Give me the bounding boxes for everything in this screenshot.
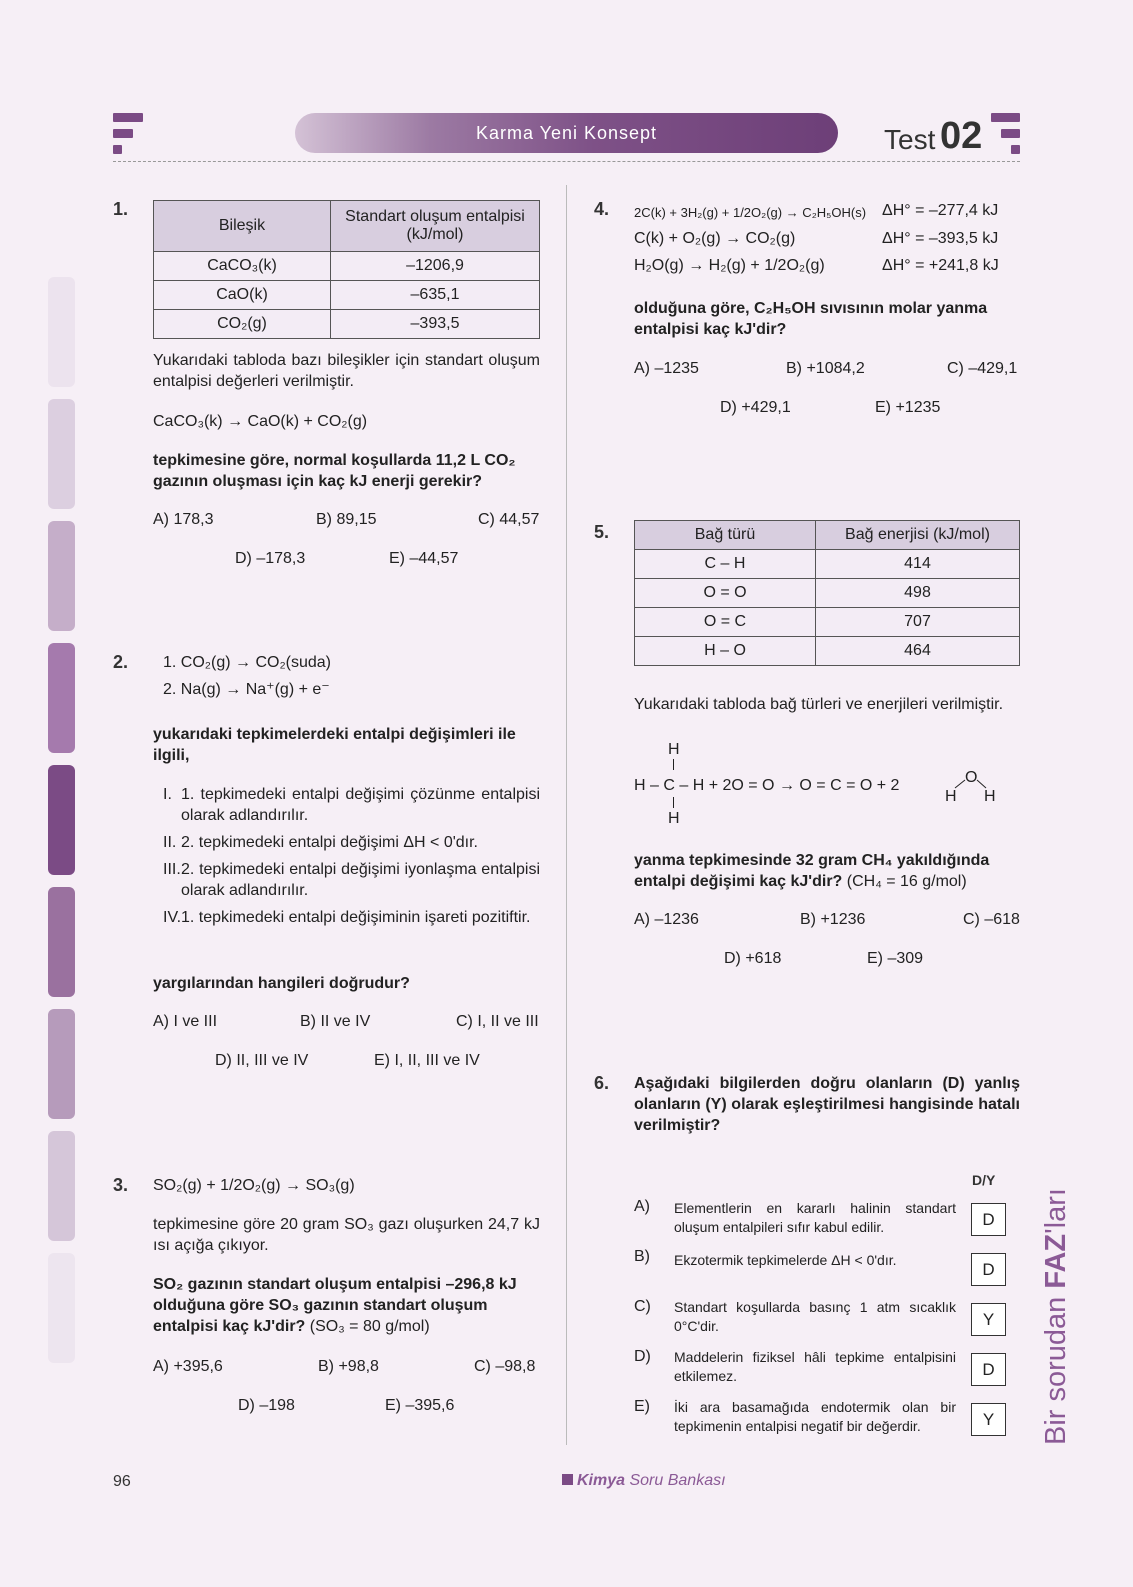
question-intro: Yukarıdaki tabloda bağ türleri ve enerjileri verilmiştir. bbox=[634, 696, 1004, 713]
energy-cell: 707 bbox=[816, 608, 1020, 637]
bond-cell: C – H bbox=[635, 550, 816, 579]
option-e[interactable]: E) I, II, III ve IV bbox=[374, 1052, 480, 1069]
statement-4: 1. tepkimedeki entalpi değişiminin işareti pozitiftir. bbox=[181, 909, 531, 926]
question-number: 1. bbox=[113, 199, 129, 219]
equation-3: H₂O(g) → H₂(g) + 1/2O₂(g) bbox=[634, 257, 825, 274]
option-b[interactable]: B) +98,8 bbox=[318, 1358, 379, 1375]
page-number: 96 bbox=[113, 1473, 131, 1490]
option-e[interactable]: E) +1235 bbox=[875, 399, 941, 416]
table-row bbox=[635, 608, 1020, 637]
statement-2: 2. tepkimedeki entalpi değişimi ΔH < 0'dır. bbox=[181, 834, 478, 851]
reaction-equation: SO₂(g) + 1/2O₂(g) → SO₃(g) bbox=[153, 1177, 355, 1194]
option-d[interactable]: D) +618 bbox=[724, 950, 782, 967]
molar-mass-hint: (SO₃ = 80 g/mol) bbox=[309, 1318, 430, 1335]
methane-h-bottom: H bbox=[668, 810, 680, 827]
equation-2: C(k) + O₂(g) → CO₂(g) bbox=[634, 230, 796, 247]
compound-cell: CO₂(g) bbox=[154, 310, 331, 339]
option-a[interactable]: A) –1235 bbox=[634, 360, 699, 377]
equation-1: 2C(k) + 3H₂(g) + 1/2O₂(g) → C₂H₅OH(s) bbox=[634, 205, 867, 220]
energy-cell: 464 bbox=[816, 637, 1020, 666]
question-text: yukarıdaki tepkimelerdeki entalpi değişimleri ile ilgili, bbox=[153, 726, 516, 764]
table-header: Bağ enerjisi (kJ/mol) bbox=[816, 521, 1020, 550]
statement-number: I. bbox=[163, 786, 172, 803]
test-number: 02 bbox=[940, 115, 983, 157]
enthalpy-2: ΔH° = –393,5 kJ bbox=[882, 230, 999, 247]
table-row bbox=[635, 579, 1020, 608]
statement-number: II. bbox=[163, 834, 177, 851]
option-d[interactable]: D) –198 bbox=[238, 1397, 295, 1414]
water-o: O bbox=[965, 769, 978, 786]
statement-1: 1. tepkimedeki entalpi değişimi çözünme entalpisi olarak adlandırılır. bbox=[181, 786, 540, 824]
section-banner: Karma Yeni Konsept bbox=[295, 113, 838, 153]
question-intro: Yukarıdaki tabloda bazı bileşikler için standart oluşum entalpisi değerleri verilmiştir. bbox=[153, 352, 540, 390]
option-b[interactable]: B) 89,15 bbox=[316, 511, 377, 528]
bond-cell: O = C bbox=[635, 608, 816, 637]
bond-line bbox=[673, 797, 674, 808]
item-text: Maddelerin fiziksel hâli tepkime entalpisini etkilemez. bbox=[674, 1349, 956, 1384]
table-row bbox=[154, 252, 540, 281]
book-title-rest: Soru Bankası bbox=[625, 1472, 726, 1489]
item-label: A) bbox=[634, 1198, 650, 1215]
table-row bbox=[635, 637, 1020, 666]
item-label: D) bbox=[634, 1348, 651, 1365]
answer-box[interactable]: D bbox=[971, 1353, 1006, 1386]
item-label: E) bbox=[634, 1398, 650, 1415]
statement-number: IV. bbox=[163, 909, 182, 926]
energy-cell: 498 bbox=[816, 579, 1020, 608]
book-title-bold: Kimya bbox=[577, 1472, 626, 1489]
table-row bbox=[154, 310, 540, 339]
question-number: 6. bbox=[594, 1073, 610, 1093]
option-a[interactable]: A) 178,3 bbox=[153, 511, 214, 528]
slogan-tail: 'ları bbox=[1040, 1188, 1072, 1234]
question-text bbox=[634, 850, 1020, 892]
question-text: Aşağıdaki bilgilerden doğru olanların (D) yanlış olanların (Y) olarak eşleştirilmesi hangisinde hatalı verilmiştir? bbox=[634, 1075, 1020, 1134]
option-a[interactable]: A) I ve III bbox=[153, 1013, 218, 1030]
item-text: Ekzotermik tepkimelerde ΔH < 0'dır. bbox=[674, 1252, 897, 1268]
question-text: olduğuna göre, C₂H₅OH sıvısının molar yanma entalpisi kaç kJ'dir? bbox=[634, 300, 988, 338]
bond-cell: O = O bbox=[635, 579, 816, 608]
item-text: İki ara basamağıda endotermik olan bir tepkimenin entalpisi negatif bir değerdir. bbox=[674, 1399, 956, 1434]
question-number: 4. bbox=[594, 199, 610, 219]
reaction-2: 2. Na(g) → Na⁺(g) + e⁻ bbox=[163, 681, 330, 698]
table-row bbox=[635, 550, 1020, 579]
table-row bbox=[154, 281, 540, 310]
bond-energy-table bbox=[634, 520, 1020, 666]
answer-box[interactable]: Y bbox=[971, 1403, 1006, 1436]
compound-cell: CaO(k) bbox=[154, 281, 331, 310]
option-b[interactable]: B) +1236 bbox=[800, 911, 866, 928]
item-text: Standart koşullarda basınç 1 atm sıcaklık 0°C'dir. bbox=[674, 1299, 956, 1334]
answer-box[interactable]: D bbox=[971, 1203, 1006, 1236]
question-bold: yanma tepkimesinde 32 gram CH₄ yakıldığında entalpi değişimi kaç kJ'dir? bbox=[634, 852, 990, 890]
enthalpy-1: ΔH° = –277,4 kJ bbox=[882, 202, 999, 219]
table-header: Bileşik bbox=[154, 201, 331, 252]
question-number: 2. bbox=[113, 652, 129, 672]
question-bold: SO₂ gazının standart oluşum entalpisi –296,8 kJ olduğuna göre SO₃ gazının standart oluşum entalpisi kaç kJ'dir? bbox=[153, 1276, 517, 1335]
molar-mass-hint: (CH₄ = 16 g/mol) bbox=[846, 873, 967, 890]
compound-cell: CaCO₃(k) bbox=[154, 252, 331, 281]
methane-line: H – C – H + 2O = O → O = C = O + 2 bbox=[634, 777, 900, 794]
option-c[interactable]: C) I, II ve III bbox=[456, 1013, 539, 1030]
option-c[interactable]: C) –618 bbox=[963, 911, 1020, 928]
header-divider bbox=[113, 161, 1020, 162]
question-number: 3. bbox=[113, 1175, 129, 1195]
question-intro: tepkimesine göre 20 gram SO₃ gazı oluşurken 24,7 kJ ısı açığa çıkıyor. bbox=[153, 1216, 540, 1254]
slogan-bold: FAZ bbox=[1040, 1233, 1072, 1289]
water-h-right: H bbox=[984, 788, 996, 805]
item-text: Elementlerin en kararlı halinin standart oluşum entalpileri sıfır kabul edilir. bbox=[674, 1200, 956, 1235]
methane-h-top: H bbox=[668, 741, 680, 758]
answer-box[interactable]: D bbox=[971, 1253, 1006, 1286]
dy-header: D/Y bbox=[972, 1172, 996, 1188]
option-d[interactable]: D) +429,1 bbox=[720, 399, 791, 416]
square-icon bbox=[562, 1474, 573, 1485]
answer-box[interactable]: Y bbox=[971, 1303, 1006, 1336]
option-e[interactable]: E) –395,6 bbox=[385, 1397, 455, 1414]
option-d[interactable]: D) II, III ve IV bbox=[215, 1052, 309, 1069]
bond-cell: H – O bbox=[635, 637, 816, 666]
bond-line bbox=[673, 759, 674, 770]
energy-cell: 414 bbox=[816, 550, 1020, 579]
table-header: Standart oluşum entalpisi (kJ/mol) bbox=[331, 201, 540, 252]
option-e[interactable]: E) –44,57 bbox=[389, 550, 459, 567]
value-cell: –393,5 bbox=[331, 310, 540, 339]
reaction-1: 1. CO₂(g) → CO₂(suda) bbox=[163, 654, 332, 671]
statement-3: 2. tepkimedeki entalpi değişimi iyonlaşma entalpisi olarak adlandırılır. bbox=[181, 861, 540, 899]
option-c[interactable]: C) 44,57 bbox=[478, 511, 540, 528]
option-a[interactable]: A) –1236 bbox=[634, 911, 699, 928]
value-cell: –1206,9 bbox=[331, 252, 540, 281]
option-c[interactable]: C) –429,1 bbox=[947, 360, 1018, 377]
water-bonds bbox=[948, 776, 998, 794]
option-d[interactable]: D) –178,3 bbox=[235, 550, 306, 567]
enthalpy-3: ΔH° = +241,8 kJ bbox=[882, 257, 999, 274]
item-label: B) bbox=[634, 1248, 650, 1265]
table-header: Bağ türü bbox=[635, 521, 816, 550]
option-c[interactable]: C) –98,8 bbox=[474, 1358, 536, 1375]
test-label: Test bbox=[884, 124, 936, 155]
option-b[interactable]: B) II ve IV bbox=[300, 1013, 371, 1030]
option-e[interactable]: E) –309 bbox=[867, 950, 924, 967]
column-divider bbox=[566, 185, 567, 1445]
value-cell: –635,1 bbox=[331, 281, 540, 310]
enthalpy-table bbox=[153, 200, 540, 339]
book-title bbox=[562, 1472, 726, 1490]
option-b[interactable]: B) +1084,2 bbox=[786, 360, 865, 377]
option-a[interactable]: A) +395,6 bbox=[153, 1358, 223, 1375]
question-text: tepkimesine göre, normal koşullarda 11,2 L CO₂ gazının oluşması için kaç kJ enerji gerekir? bbox=[153, 452, 516, 490]
question-text bbox=[153, 1274, 540, 1337]
slogan-normal: Bir sorudan bbox=[1040, 1288, 1072, 1445]
question-ask: yargılarından hangileri doğrudur? bbox=[153, 975, 410, 992]
water-h-left: H bbox=[945, 788, 957, 805]
reaction-equation: CaCO₃(k) → CaO(k) + CO₂(g) bbox=[153, 413, 368, 430]
question-number: 5. bbox=[594, 522, 610, 542]
side-slogan bbox=[1040, 1188, 1073, 1445]
item-label: C) bbox=[634, 1298, 651, 1315]
statement-number: III. bbox=[163, 861, 181, 878]
